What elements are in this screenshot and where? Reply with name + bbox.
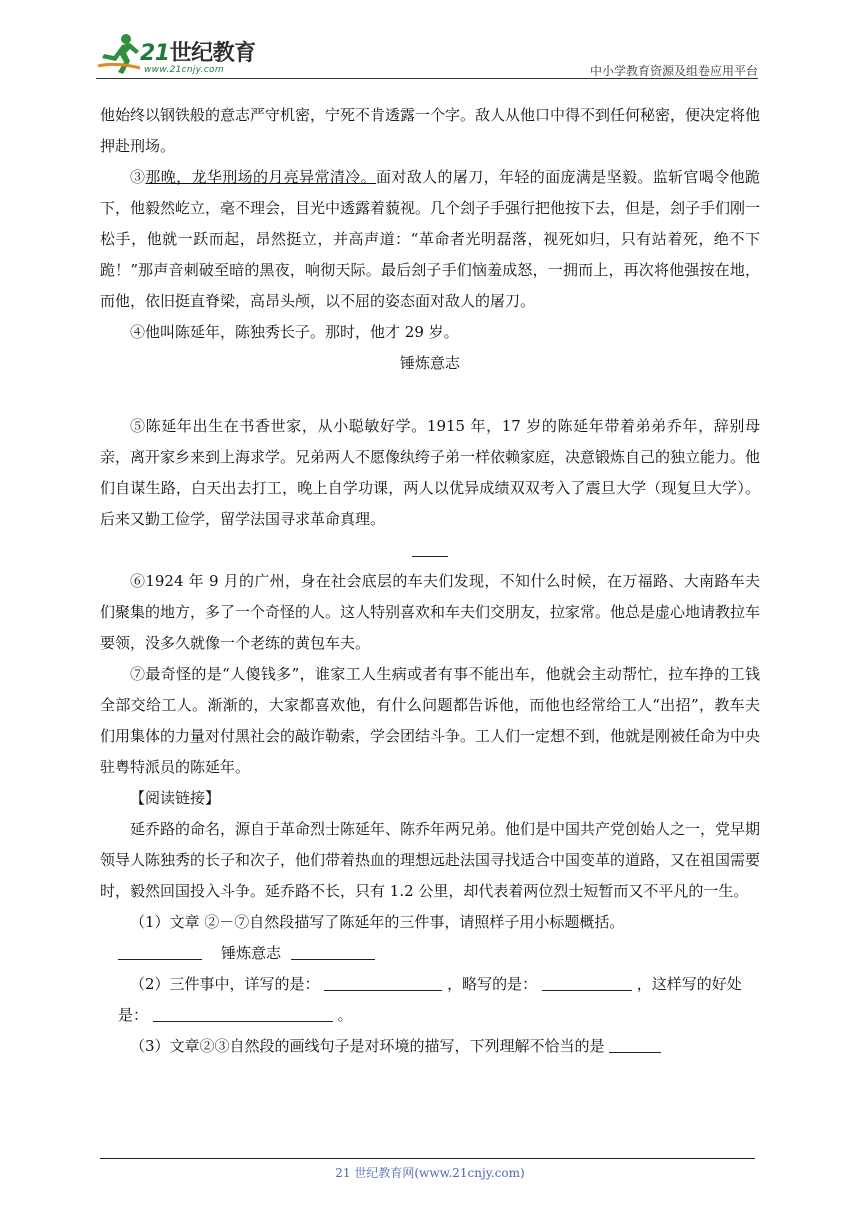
footer-text: 21 世纪教育网(www.21cnjy.com) [335,1166,525,1180]
logo [96,28,266,80]
question-text: 是： [118,1006,149,1024]
reading-link-text: 延乔路的命名，源自于革命烈士陈延年、陈乔年两兄弟。他们是中国共产党创始人之一，党早期领导人陈独秀的长子和次子，他们带着热血的理想远赴法国寻找适合中国变革的道路，又在祖国需要时，毅然回国投入斗争。延乔路不长，只有 1.2 公里，却代表着两位烈士短暂而又不平凡的一生。 [100,820,761,900]
runner-logo-icon [96,32,142,76]
paragraph-number: ③ [130,168,146,186]
answer-blank [118,941,202,960]
logo-url: www.21cnjy.com [144,65,224,75]
header-divider [96,78,758,79]
answer-blank [153,1003,333,1022]
question-text: 。 [337,1006,353,1024]
question-3 [100,1031,760,1062]
question-text: ，这样写的好处 [636,975,742,993]
reading-link-title: 【阅读链接】 [130,789,221,807]
footer-divider [100,1158,755,1159]
blank-line [412,538,448,557]
question-text: ，略写的是： [447,975,538,993]
question-1-answer-row [100,938,760,969]
paragraph-2-tail: 他始终以钢铁般的意志严守机密，宁死不肯透露一个字。敌人从他口中得不到任何秘密，便决定将他押赴刑场。 [100,106,761,155]
paragraph-4: ④他叫陈延年，陈独秀长子。那时，他才 29 岁。 [130,323,459,341]
paragraph-3 [100,162,760,317]
example-title: 锤炼意志 [221,944,282,962]
answer-blank [324,972,442,991]
answer-blank [291,941,375,960]
subtitle-blank [100,535,760,566]
paragraph-text: 面对敌人的屠刀，年轻的面庞满是坚毅。监斩官喝令他跪下，他毅然屹立，毫不理会，目光中透露着藐视。几个刽子手强行把他按下去，但是，刽子手们刚一松手，他就一跃而起，昂然挺立，并高声道：“革命者光明磊落，视死如归，只有站着死，绝不下跪！”那声音刺破至暗的黑夜，响彻天际。最后刽子手们恼羞成怒，一拥而上，再次将他强按在地，而他，依旧挺直脊梁，高昂头颅，以不屈的姿态面对敌人的屠刀。 [100,168,761,310]
question-2-cont [100,1000,760,1031]
document-body [100,100,760,1062]
paragraph-6: ⑥1924 年 9 月的广州，身在社会底层的车夫们发现，不知什么时候，在万福路、大南路车夫们聚集的地方，多了一个奇怪的人。这人特别喜欢和车夫们交朋友，拉家常。他总是虚心地请教拉车要领，没多久就像一个老练的黄包车夫。 [100,572,761,652]
underlined-sentence: 那晚，龙华刑场的月亮异常清冷。 [145,168,376,186]
answer-blank [542,972,632,991]
spacer [100,379,760,411]
paragraph-5: ⑤陈延年出生在书香世家，从小聪敏好学。1915 年，17 岁的陈延年带着弟弟乔年，辞别母亲，离开家乡来到上海求学。兄弟两人不愿像纨绔子弟一样依赖家庭，决意锻炼自己的独立能力。他们自谋生路，白天出去打工，晚上自学功课，两人以优异成绩双双考入了震旦大学（现复旦大学）。后来又勤工俭学，留学法国寻求革命真理。 [100,417,761,528]
question-text: （3）文章②③自然段的画线句子是对环境的描写，下列理解不恰当的是 [130,1037,605,1055]
platform-name: 中小学教育资源及组卷应用平台 [589,64,758,78]
page-header [96,28,758,80]
logo-brand: 21世纪教育 [140,41,256,66]
question-text: （2）三件事中，详写的是： [130,975,320,993]
question-1: （1）文章 ②－⑦自然段描写了陈延年的三件事，请照样子用小标题概括。 [130,913,625,931]
question-2 [100,969,760,1000]
answer-blank [609,1034,661,1053]
section-subtitle: 锤炼意志 [399,354,460,372]
paragraph-7: ⑦最奇怪的是“人傻钱多”，谁家工人生病或者有事不能出车，他就会主动帮忙，拉车挣的工钱全部交给工人。渐渐的，大家都喜欢他，有什么问题都告诉他，而他也经常给工人“出招”，教车夫们用集体的力量对付黑社会的敲诈勒索，学会团结斗争。工人们一定想不到，他就是刚被任命为中央驻粤特派员的陈延年。 [100,665,761,776]
